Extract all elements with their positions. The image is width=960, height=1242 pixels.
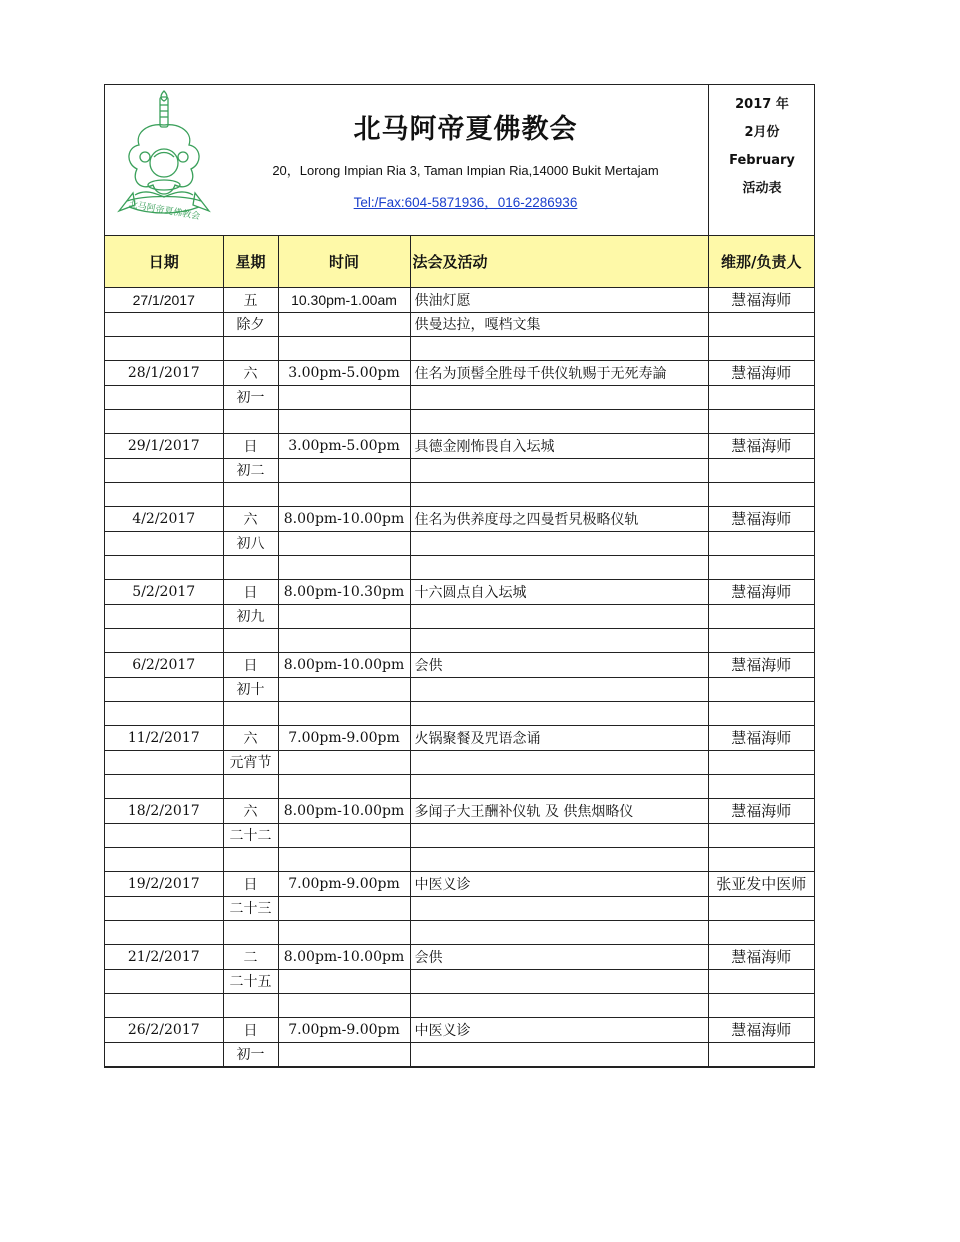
- empty-cell: [278, 994, 410, 1018]
- lunar-date-cell: 元宵节: [223, 750, 278, 775]
- event-cell: 十六圆点自入坛城: [410, 580, 708, 605]
- empty-cell: [708, 750, 814, 775]
- empty-cell: [223, 775, 278, 799]
- time-cell: 8.00pm-10.00pm: [278, 653, 410, 678]
- empty-cell: [105, 385, 223, 410]
- event-extra-cell: [410, 604, 708, 629]
- empty-cell: [410, 337, 708, 361]
- empty-cell: [708, 702, 814, 726]
- lunar-date-cell: 二十五: [223, 969, 278, 994]
- schedule-sheet: [104, 84, 815, 1068]
- empty-cell: [708, 677, 814, 702]
- event-extra-cell: [410, 750, 708, 775]
- spacer-row: [105, 483, 814, 507]
- empty-cell: [105, 848, 223, 872]
- empty-cell: [105, 604, 223, 629]
- lunar-date-cell: 初一: [223, 385, 278, 410]
- date-cell: 4/2/2017: [105, 507, 223, 532]
- empty-cell: [708, 1042, 814, 1067]
- event-extra-cell: [410, 677, 708, 702]
- time-cell: 7.00pm-9.00pm: [278, 872, 410, 897]
- weekday-cell: 日: [223, 1018, 278, 1043]
- time-cell: 8.00pm-10.00pm: [278, 507, 410, 532]
- empty-cell: [223, 629, 278, 653]
- empty-cell: [278, 969, 410, 994]
- empty-cell: [105, 921, 223, 945]
- empty-cell: [708, 410, 814, 434]
- table-row: [105, 458, 814, 483]
- empty-cell: [105, 702, 223, 726]
- table-row: [105, 677, 814, 702]
- col-header-time: 时间: [278, 236, 410, 288]
- spacer-row: [105, 921, 814, 945]
- empty-cell: [708, 458, 814, 483]
- event-extra-cell: [410, 1042, 708, 1067]
- event-cell: 供油灯愿: [410, 288, 708, 313]
- table-row: [105, 288, 814, 313]
- event-cell: 中医义诊: [410, 1018, 708, 1043]
- empty-cell: [278, 775, 410, 799]
- activity-table: [105, 236, 814, 1067]
- spacer-row: [105, 994, 814, 1018]
- empty-cell: [223, 483, 278, 507]
- table-row: [105, 507, 814, 532]
- empty-cell: [708, 823, 814, 848]
- time-cell: 8.00pm-10.00pm: [278, 945, 410, 970]
- person-cell: 慧福海师: [708, 799, 814, 824]
- empty-cell: [708, 312, 814, 337]
- spacer-row: [105, 556, 814, 580]
- empty-cell: [410, 556, 708, 580]
- org-tel-link[interactable]: Tel:/Fax:604-5871936，016-2286936: [353, 195, 578, 210]
- table-row: [105, 750, 814, 775]
- table-row: [105, 726, 814, 751]
- spacer-row: [105, 775, 814, 799]
- event-extra-cell: [410, 823, 708, 848]
- person-cell: 张亚发中医师: [708, 872, 814, 897]
- event-cell: 火锅聚餐及咒语念诵: [410, 726, 708, 751]
- date-cell: 29/1/2017: [105, 434, 223, 459]
- empty-cell: [105, 677, 223, 702]
- table-row: [105, 1042, 814, 1067]
- col-header-weekday: 星期: [223, 236, 278, 288]
- table-row: [105, 531, 814, 556]
- table-row: [105, 1018, 814, 1043]
- empty-cell: [278, 629, 410, 653]
- weekday-cell: 日: [223, 434, 278, 459]
- event-cell: 会供: [410, 653, 708, 678]
- empty-cell: [410, 921, 708, 945]
- spacer-row: [105, 702, 814, 726]
- table-row: [105, 434, 814, 459]
- person-cell: 慧福海师: [708, 1018, 814, 1043]
- empty-cell: [105, 1042, 223, 1067]
- empty-cell: [105, 556, 223, 580]
- empty-cell: [708, 896, 814, 921]
- empty-cell: [278, 750, 410, 775]
- header-date-block: [708, 85, 815, 235]
- empty-cell: [105, 410, 223, 434]
- logo-text: 北马阿帝夏佛教会: [128, 199, 201, 223]
- empty-cell: [708, 775, 814, 799]
- empty-cell: [105, 896, 223, 921]
- empty-cell: [105, 458, 223, 483]
- empty-cell: [410, 848, 708, 872]
- month-cn-label: 2月份: [744, 125, 780, 140]
- empty-cell: [223, 848, 278, 872]
- table-row: [105, 823, 814, 848]
- time-cell: 8.00pm-10.00pm: [278, 799, 410, 824]
- empty-cell: [278, 604, 410, 629]
- empty-cell: [105, 969, 223, 994]
- date-cell: 6/2/2017: [105, 653, 223, 678]
- table-row: [105, 969, 814, 994]
- empty-cell: [223, 410, 278, 434]
- col-header-person: 维那/负责人: [708, 236, 814, 288]
- event-extra-cell: [410, 969, 708, 994]
- empty-cell: [410, 483, 708, 507]
- lunar-date-cell: 初八: [223, 531, 278, 556]
- person-cell: 慧福海师: [708, 288, 814, 313]
- empty-cell: [410, 702, 708, 726]
- time-cell: 8.00pm-10.30pm: [278, 580, 410, 605]
- lunar-date-cell: 二十三: [223, 896, 278, 921]
- date-cell: 26/2/2017: [105, 1018, 223, 1043]
- empty-cell: [708, 385, 814, 410]
- empty-cell: [708, 848, 814, 872]
- weekday-cell: 日: [223, 872, 278, 897]
- empty-cell: [410, 629, 708, 653]
- table-header-row: [105, 236, 814, 288]
- empty-cell: [105, 750, 223, 775]
- time-cell: 10.30pm-1.00am: [278, 288, 410, 313]
- event-cell: 住名为供养度母之四曼哲旯极略仪轨: [410, 507, 708, 532]
- empty-cell: [223, 702, 278, 726]
- table-name-label: 活动表: [742, 181, 782, 196]
- lunar-date-cell: 初十: [223, 677, 278, 702]
- empty-cell: [278, 702, 410, 726]
- empty-cell: [278, 385, 410, 410]
- month-en-label: February: [729, 153, 795, 168]
- empty-cell: [105, 775, 223, 799]
- table-row: [105, 945, 814, 970]
- empty-cell: [105, 312, 223, 337]
- weekday-cell: 六: [223, 361, 278, 386]
- empty-cell: [105, 337, 223, 361]
- empty-cell: [278, 848, 410, 872]
- spacer-row: [105, 410, 814, 434]
- empty-cell: [708, 994, 814, 1018]
- time-cell: 3.00pm-5.00pm: [278, 361, 410, 386]
- empty-cell: [278, 921, 410, 945]
- person-cell: 慧福海师: [708, 653, 814, 678]
- empty-cell: [223, 337, 278, 361]
- empty-cell: [708, 531, 814, 556]
- empty-cell: [278, 677, 410, 702]
- person-cell: 慧福海师: [708, 507, 814, 532]
- empty-cell: [708, 969, 814, 994]
- weekday-cell: 二: [223, 945, 278, 970]
- org-title: 北马阿帝夏佛教会: [353, 114, 578, 145]
- table-row: [105, 361, 814, 386]
- empty-cell: [278, 531, 410, 556]
- empty-cell: [708, 337, 814, 361]
- person-cell: 慧福海师: [708, 434, 814, 459]
- empty-cell: [708, 556, 814, 580]
- time-cell: 7.00pm-9.00pm: [278, 1018, 410, 1043]
- date-cell: 5/2/2017: [105, 580, 223, 605]
- year-label: 2017 年: [735, 97, 789, 112]
- lunar-date-cell: 二十二: [223, 823, 278, 848]
- lunar-date-cell: 初二: [223, 458, 278, 483]
- table-row: [105, 872, 814, 897]
- empty-cell: [278, 896, 410, 921]
- empty-cell: [708, 921, 814, 945]
- event-extra-cell: [410, 458, 708, 483]
- spacer-row: [105, 848, 814, 872]
- empty-cell: [105, 483, 223, 507]
- event-extra-cell: [410, 385, 708, 410]
- weekday-cell: 日: [223, 580, 278, 605]
- table-row: [105, 653, 814, 678]
- empty-cell: [278, 823, 410, 848]
- weekday-cell: 五: [223, 288, 278, 313]
- spacer-row: [105, 337, 814, 361]
- table-row: [105, 312, 814, 337]
- person-cell: 慧福海师: [708, 945, 814, 970]
- time-cell: 3.00pm-5.00pm: [278, 434, 410, 459]
- empty-cell: [278, 312, 410, 337]
- time-cell: 7.00pm-9.00pm: [278, 726, 410, 751]
- weekday-cell: 六: [223, 726, 278, 751]
- date-cell: 18/2/2017: [105, 799, 223, 824]
- col-header-date: 日期: [105, 236, 223, 288]
- empty-cell: [105, 531, 223, 556]
- empty-cell: [105, 629, 223, 653]
- empty-cell: [410, 410, 708, 434]
- table-row: [105, 385, 814, 410]
- weekday-cell: 日: [223, 653, 278, 678]
- date-cell: 19/2/2017: [105, 872, 223, 897]
- lunar-date-cell: 除夕: [223, 312, 278, 337]
- empty-cell: [278, 483, 410, 507]
- table-row: [105, 896, 814, 921]
- event-extra-cell: 供曼达拉，嘎档文集: [410, 312, 708, 337]
- header-title-block: [223, 85, 708, 235]
- empty-cell: [708, 483, 814, 507]
- empty-cell: [105, 823, 223, 848]
- event-extra-cell: [410, 896, 708, 921]
- empty-cell: [410, 994, 708, 1018]
- date-cell: 27/1/2017: [105, 288, 223, 313]
- table-row: [105, 604, 814, 629]
- empty-cell: [278, 1042, 410, 1067]
- date-cell: 21/2/2017: [105, 945, 223, 970]
- date-cell: 11/2/2017: [105, 726, 223, 751]
- empty-cell: [278, 556, 410, 580]
- empty-cell: [223, 921, 278, 945]
- empty-cell: [223, 994, 278, 1018]
- weekday-cell: 六: [223, 799, 278, 824]
- event-cell: 多闻子大王酬补仪轨 及 供焦烟略仪: [410, 799, 708, 824]
- empty-cell: [278, 410, 410, 434]
- lotus-emblem-icon: [105, 85, 223, 235]
- person-cell: 慧福海师: [708, 726, 814, 751]
- org-address: 20，Lorong Impian Ria 3, Taman Impian Ria,14000 Bukit Mertajam: [272, 163, 659, 178]
- spacer-row: [105, 629, 814, 653]
- sheet-header: [105, 85, 814, 236]
- lunar-date-cell: 初一: [223, 1042, 278, 1067]
- logo: [105, 85, 223, 235]
- event-extra-cell: [410, 531, 708, 556]
- weekday-cell: 六: [223, 507, 278, 532]
- person-cell: 慧福海师: [708, 580, 814, 605]
- empty-cell: [708, 604, 814, 629]
- empty-cell: [410, 775, 708, 799]
- date-cell: 28/1/2017: [105, 361, 223, 386]
- empty-cell: [223, 556, 278, 580]
- lunar-date-cell: 初九: [223, 604, 278, 629]
- col-header-event: 法会及活动: [410, 236, 708, 288]
- empty-cell: [708, 629, 814, 653]
- event-cell: 住名为顶髻全胜母千供仪轨赐于无死寿論: [410, 361, 708, 386]
- table-body: [105, 288, 814, 1067]
- empty-cell: [105, 994, 223, 1018]
- table-row: [105, 580, 814, 605]
- table-row: [105, 799, 814, 824]
- person-cell: 慧福海师: [708, 361, 814, 386]
- empty-cell: [278, 458, 410, 483]
- empty-cell: [278, 337, 410, 361]
- event-cell: 会供: [410, 945, 708, 970]
- event-cell: 中医义诊: [410, 872, 708, 897]
- event-cell: 具德金刚怖畏自入坛城: [410, 434, 708, 459]
